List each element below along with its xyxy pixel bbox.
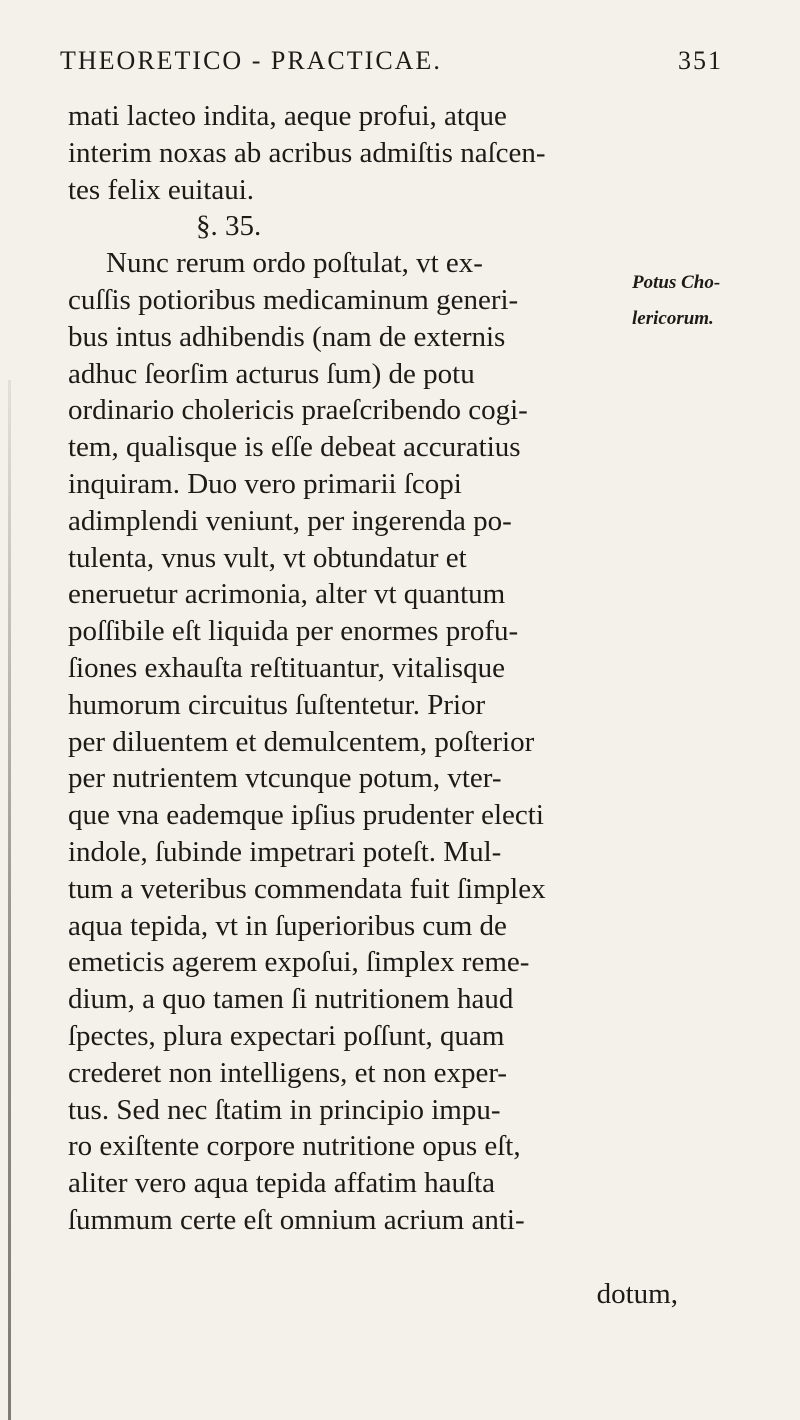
text-line: ordinario cholericis praeſcribendo cogi- [68, 394, 528, 427]
text-line: humorum circuitus ſuſtentetur. Prior [68, 688, 486, 721]
page-gutter-shadow [8, 380, 11, 1420]
page-number: 351 [678, 46, 723, 75]
text-line: tulenta, vnus vult, vt obtundatur et [68, 541, 467, 574]
text-line: poſſibile eſt liquida per enormes profu- [68, 615, 519, 648]
text-line: dium, a quo tamen ſi nutritionem haud [68, 983, 514, 1016]
text-line: tum a veteribus commendata fuit ſimplex [68, 872, 546, 905]
text-line: emeticis agerem expoſui, ſimplex reme- [68, 946, 530, 979]
text-line: tus. Sed nec ſtatim in principio impu- [68, 1093, 501, 1126]
text-line: Nunc rerum ordo poſtulat, vt ex- [106, 247, 483, 280]
text-line: adhuc ſeorſim acturus ſum) de potu [68, 357, 475, 390]
text-line: mati lacteo indita, aeque profui, atque [68, 100, 507, 132]
text-line: adimplendi veniunt, per ingerenda po- [68, 504, 512, 537]
text-line: bus intus adhibendis (nam de externis [68, 320, 506, 353]
text-line: aqua tepida, vt in ſuperioribus cum de [68, 909, 507, 942]
catchword: dotum, [596, 1277, 678, 1310]
text-line: indole, ſubinde impetrari poteſt. Mul- [68, 835, 502, 868]
text-line: inquiram. Duo vero primarii ſcopi [68, 467, 462, 500]
text-line: interim noxas ab acribus admiſtis naſcen- [68, 136, 546, 169]
text-line: per diluentem et demulcentem, poſterior [68, 725, 535, 758]
main-text [68, 98, 708, 1312]
text-line: tem, qualisque is eſſe debeat accuratius [68, 431, 521, 464]
margin-note-line: Potus Cho- [632, 272, 721, 293]
text-line: eneruetur acrimonia, alter vt quantum [68, 578, 506, 611]
text-line [68, 1239, 708, 1276]
text-line: per nutrientem vtcunque potum, vter- [68, 762, 502, 795]
margin-note-line: lericorum. [632, 308, 714, 329]
text-line: que vna eademque ipſius prudenter electi [68, 799, 544, 832]
text-line: crederet non intelligens, et non exper- [68, 1056, 508, 1089]
text-line: tes felix euitaui. [68, 173, 255, 206]
text-line: aliter vero aqua tepida affatim hauſta [68, 1167, 496, 1200]
text-line: ſpectes, plura expectari poſſunt, quam [68, 1019, 505, 1052]
running-title: THEORETICO - PRACTICAE. [60, 46, 442, 75]
text-line: ſummum certe eſt omnium acrium anti- [68, 1203, 525, 1236]
section-heading: §. 35. [196, 210, 262, 243]
running-header [60, 46, 723, 76]
text-line: ro exiſtente corpore nutritione opus eſt, [68, 1130, 521, 1163]
text-line: cuſſis potioribus medicaminum generi- [68, 283, 519, 316]
text-line: ſiones exhauſta reſtituantur, vitalisque [68, 651, 505, 684]
